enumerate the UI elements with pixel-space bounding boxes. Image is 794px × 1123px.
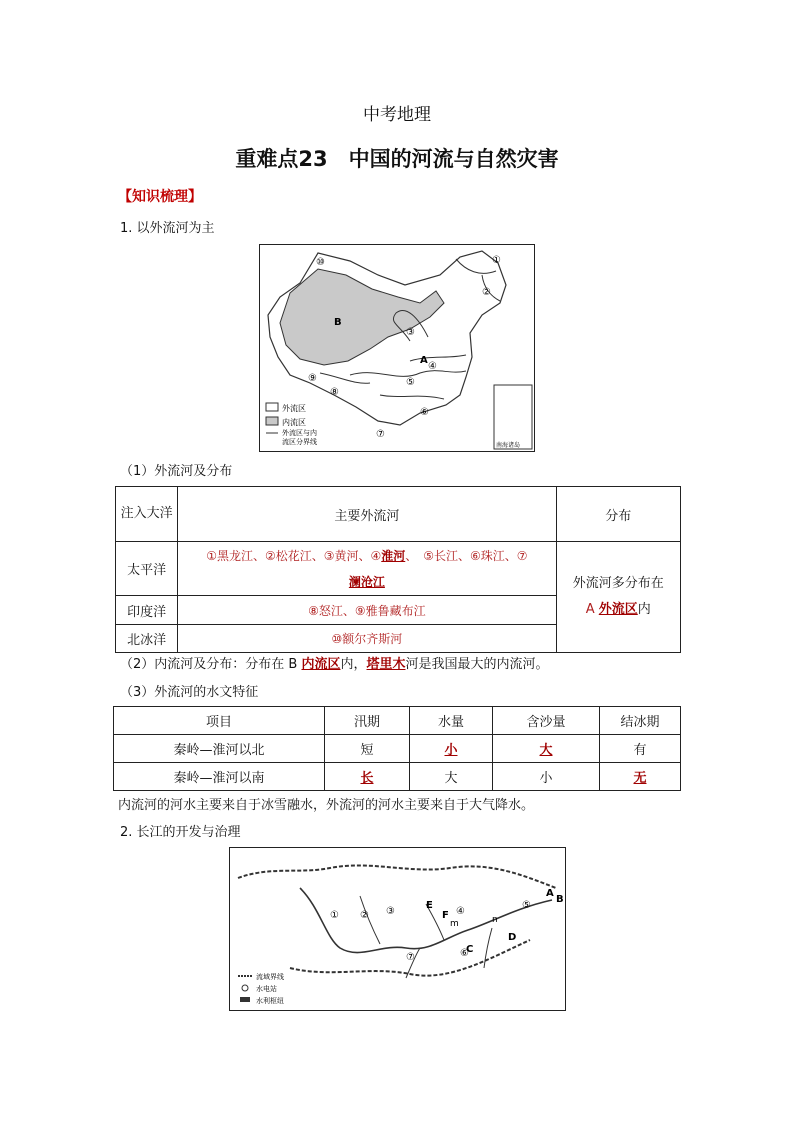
header-flood: 汛期	[325, 707, 410, 735]
ocean-indian: 印度洋	[116, 596, 178, 625]
svg-text:①: ①	[492, 255, 501, 266]
row-south-flood: 长	[325, 763, 410, 791]
distribution-cell: 外流河多分布在 A 外流区内	[556, 542, 680, 653]
rivers-pacific: ①黑龙江、②松花江、③黄河、④淮河、 ⑤长江、⑥珠江、⑦ 澜沧江	[178, 542, 556, 596]
svg-text:n: n	[492, 915, 498, 925]
hydrology-table	[113, 706, 681, 791]
sub-heading-outflow: （1）外流河及分布	[120, 464, 233, 479]
svg-text:m: m	[450, 919, 459, 929]
row-north-item: 秦岭—淮河以北	[114, 735, 325, 763]
header-rivers: 主要外流河	[178, 487, 556, 542]
svg-text:⑧: ⑧	[330, 387, 339, 398]
svg-text:②: ②	[482, 287, 491, 298]
row-north-flood: 短	[325, 735, 410, 763]
header-item: 项目	[114, 707, 325, 735]
yangtze-map-drawing	[230, 848, 565, 1010]
svg-text:水利枢纽: 水利枢纽	[256, 997, 284, 1005]
rivers-indian: ⑧怒江、⑨雅鲁藏布江	[178, 596, 556, 625]
svg-text:⑨: ⑨	[308, 373, 317, 384]
svg-text:F: F	[442, 910, 449, 921]
header-ice: 结冰期	[600, 707, 681, 735]
china-map-drawing	[260, 245, 534, 451]
svg-text:③: ③	[386, 906, 395, 917]
header-ocean: 注入大洋	[116, 487, 178, 542]
svg-text:B: B	[556, 894, 564, 905]
interior-river-line: （2）内流河及分布：分布在 B 内流区内，塔里木河是我国最大的内流河。	[120, 657, 549, 672]
svg-text:C: C	[466, 944, 474, 955]
svg-text:⑥: ⑥	[420, 407, 429, 418]
svg-text:外流区与内: 外流区与内	[282, 429, 317, 437]
header-distribution: 分布	[556, 487, 680, 542]
row-south-item: 秦岭—淮河以南	[114, 763, 325, 791]
rivers-arctic: ⑩额尔齐斯河	[178, 625, 556, 653]
row-north-sediment: 大	[493, 735, 600, 763]
svg-text:B: B	[334, 317, 342, 328]
outflow-river-table	[115, 486, 681, 653]
water-source-note: 内流河的河水主要来自于冰雪融水，外流河的河水主要来自于大气降水。	[118, 798, 535, 813]
svg-text:流域界线: 流域界线	[256, 973, 284, 981]
heading-outflow-rivers: 1. 以外流河为主	[120, 221, 215, 236]
row-south-volume: 大	[410, 763, 493, 791]
svg-text:A: A	[546, 888, 554, 899]
ocean-arctic: 北冰洋	[116, 625, 178, 653]
svg-text:④: ④	[456, 906, 465, 917]
svg-text:⑦: ⑦	[376, 429, 385, 440]
header-volume: 水量	[410, 707, 493, 735]
document-title: 重难点23 中国的河流与自然灾害	[235, 147, 559, 171]
header-sediment: 含沙量	[493, 707, 600, 735]
svg-text:③: ③	[406, 327, 415, 338]
subject-title: 中考地理	[363, 105, 431, 125]
ocean-pacific: 太平洋	[116, 542, 178, 596]
svg-text:⑤: ⑤	[406, 377, 415, 388]
svg-text:⑩: ⑩	[316, 257, 325, 268]
svg-text:④: ④	[428, 361, 437, 372]
sub-heading-hydrology: （3）外流河的水文特征	[120, 685, 259, 700]
svg-text:南海诸岛: 南海诸岛	[496, 442, 521, 449]
svg-text:⑥: ⑥	[460, 948, 469, 959]
svg-text:②: ②	[360, 910, 369, 921]
heading-yangtze: 2. 长江的开发与治理	[120, 825, 241, 840]
svg-text:A: A	[420, 355, 428, 366]
row-south-ice: 无	[600, 763, 681, 791]
svg-text:①: ①	[330, 910, 339, 921]
svg-text:流区分界线: 流区分界线	[282, 438, 317, 446]
row-north-ice: 有	[600, 735, 681, 763]
china-rivers-map	[259, 244, 535, 452]
svg-text:⑤: ⑤	[522, 900, 531, 911]
svg-text:外流区: 外流区	[282, 404, 306, 413]
row-south-sediment: 小	[493, 763, 600, 791]
yangtze-basin-map	[229, 847, 566, 1011]
row-north-volume: 小	[410, 735, 493, 763]
svg-text:内流区: 内流区	[282, 418, 306, 427]
svg-text:D: D	[508, 932, 517, 943]
svg-text:水电站: 水电站	[256, 985, 277, 993]
section-tag: 【知识梳理】	[118, 189, 202, 205]
svg-text:E: E	[426, 900, 433, 911]
svg-text:⑦: ⑦	[406, 952, 415, 963]
